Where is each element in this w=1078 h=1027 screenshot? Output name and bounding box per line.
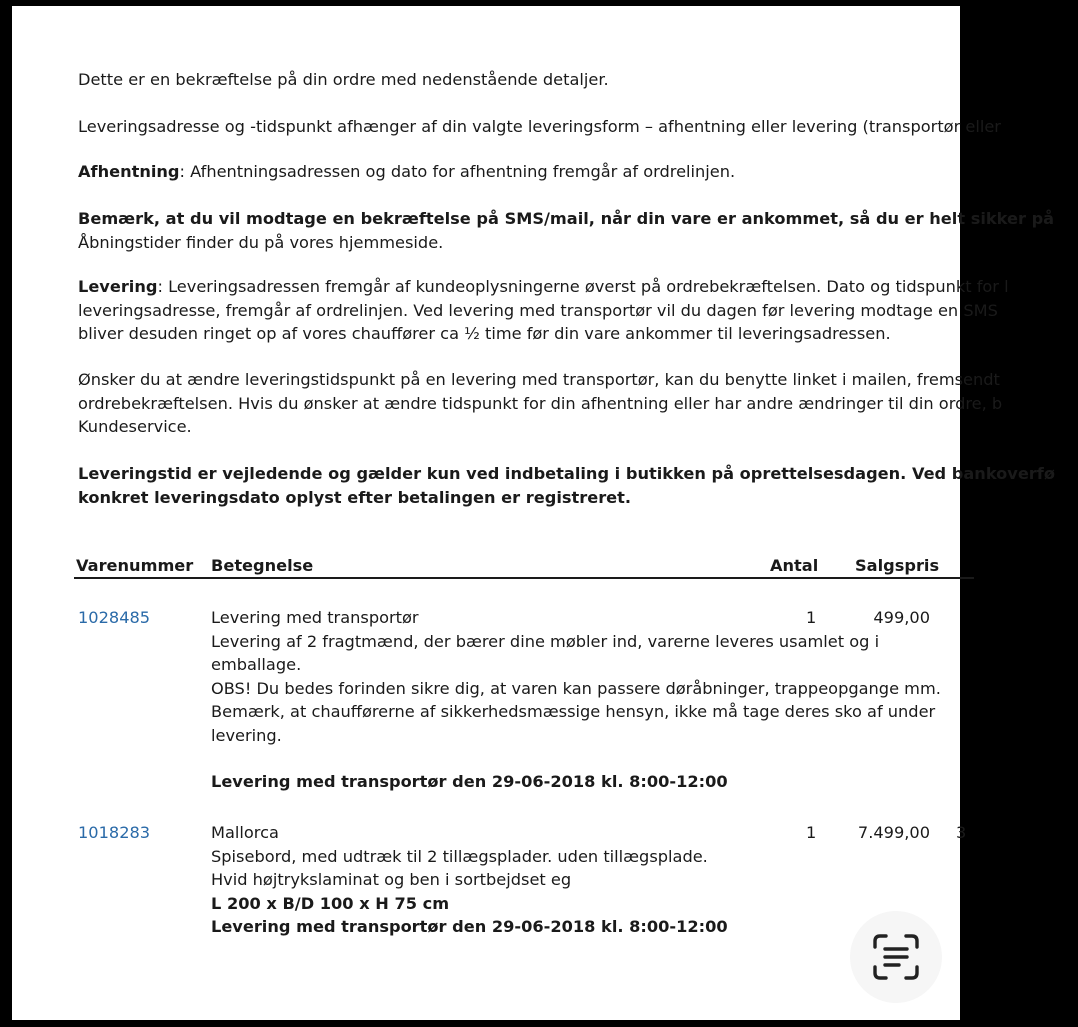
delivery-line-2: leveringsadresse, fremgår af ordrelinjen. Ved levering med transportør vil du dagen før levering modtage en SMS xyxy=(78,300,998,320)
item-title: Mallorca xyxy=(211,823,279,842)
pickup-paragraph xyxy=(78,160,735,184)
item-description xyxy=(211,606,941,794)
header-betegnelse: Betegnelse xyxy=(211,556,314,575)
header-salgspris: Salgspris xyxy=(855,556,940,575)
change-line-3: Kundeservice. xyxy=(78,417,192,436)
item-detail-line: OBS! Du bedes forinden sikre dig, at varen kan passere døråbninger, trappeopgange mm. xyxy=(211,678,941,698)
table-header-divider xyxy=(74,577,974,579)
delivery-paragraph xyxy=(78,275,1009,346)
delivery-line-3: bliver desuden ringet op af vores chauffører ca ½ time før din vare ankommer til leveringsadressen. xyxy=(78,324,891,343)
delivery-time-line-1: Leveringstid er vejledende og gælder kun ved indbetaling i butikken på oprettelsesdagen. Ved bankoverfø xyxy=(78,464,1055,483)
item-delivery-date: Levering med transportør den 29-06-2018 kl. 8:00-12:00 xyxy=(211,917,728,936)
item-detail-line: Levering af 2 fragtmænd, der bærer dine møbler ind, varerne leveres usamlet og i xyxy=(211,631,880,651)
pickup-heading: Afhentning xyxy=(78,162,180,181)
item-price: 499,00 xyxy=(873,608,930,627)
item-detail-line: Bemærk, at chaufførerne af sikkerhedsmæssige hensyn, ikke må tage deres sko af under xyxy=(211,702,936,721)
document-page xyxy=(12,6,1055,1020)
opening-hours-line: Åbningstider finder du på vores hjemmeside. xyxy=(78,232,444,252)
item-title: Levering med transportør xyxy=(211,608,419,627)
item-detail-line: emballage. xyxy=(211,655,302,674)
item-delivery-date: Levering med transportør den 29-06-2018 kl. 8:00-12:00 xyxy=(211,772,728,791)
item-detail-line: levering. xyxy=(211,725,282,745)
change-line-1: Ønsker du at ændre leveringstidspunkt på en levering med transportør, kan du benytte linket i mailen, fremsendt xyxy=(78,370,1000,389)
header-antal: Antal xyxy=(770,556,819,575)
order-table-header xyxy=(78,554,978,578)
item-total-partial: 3 xyxy=(956,823,967,842)
intro-paragraph: Dette er en bekræftelse på din ordre med nedenstående detaljer. xyxy=(78,70,609,89)
delivery-time-line-2: konkret leveringsdato oplyst efter betalingen er registreret. xyxy=(78,487,632,507)
scan-text-icon xyxy=(870,931,922,983)
item-quantity: 1 xyxy=(806,608,817,627)
delivery-line-1: : Leveringsadressen fremgår af kundeoplysningerne øverst på ordrebekræftelsen. Dato og tidspunkt for l xyxy=(157,277,1009,296)
item-price: 7.499,00 xyxy=(857,823,930,842)
item-number-link[interactable]: 1018283 xyxy=(78,823,151,842)
header-varenummer: Varenummer xyxy=(76,556,194,575)
item-dimensions: L 200 x B/D 100 x H 75 cm xyxy=(211,893,450,913)
delivery-heading: Levering xyxy=(78,277,158,296)
change-line-2: ordrebekræftelsen. Hvis du ønsker at ændre tidspunkt for din afhentning eller har andre ændringer til din ordre, b xyxy=(78,393,1003,413)
item-quantity: 1 xyxy=(806,823,817,842)
item-detail-line: Hvid højtrykslaminat og ben i sortbejdset eg xyxy=(211,870,572,889)
delivery-info-paragraph: Leveringsadresse og -tidspunkt afhænger af din valgte leveringsform – afhentning eller levering (transportør eller xyxy=(78,117,1001,136)
change-paragraph xyxy=(78,368,1002,439)
notice-bold-line: Bemærk, at du vil modtage en bekræftelse på SMS/mail, når din vare er ankommet, så du er helt sikker på xyxy=(78,209,1055,228)
notice-paragraph xyxy=(78,207,1054,254)
pickup-text: : Afhentningsadressen og dato for afhentning fremgår af ordrelinjen. xyxy=(179,162,736,181)
item-description xyxy=(211,821,728,939)
delivery-time-paragraph xyxy=(78,462,1055,509)
item-number-link[interactable]: 1028485 xyxy=(78,608,151,627)
item-detail-line: Spisebord, med udtræk til 2 tillægsplader. uden tillægsplade. xyxy=(211,846,708,866)
scan-text-button[interactable] xyxy=(850,911,942,1003)
